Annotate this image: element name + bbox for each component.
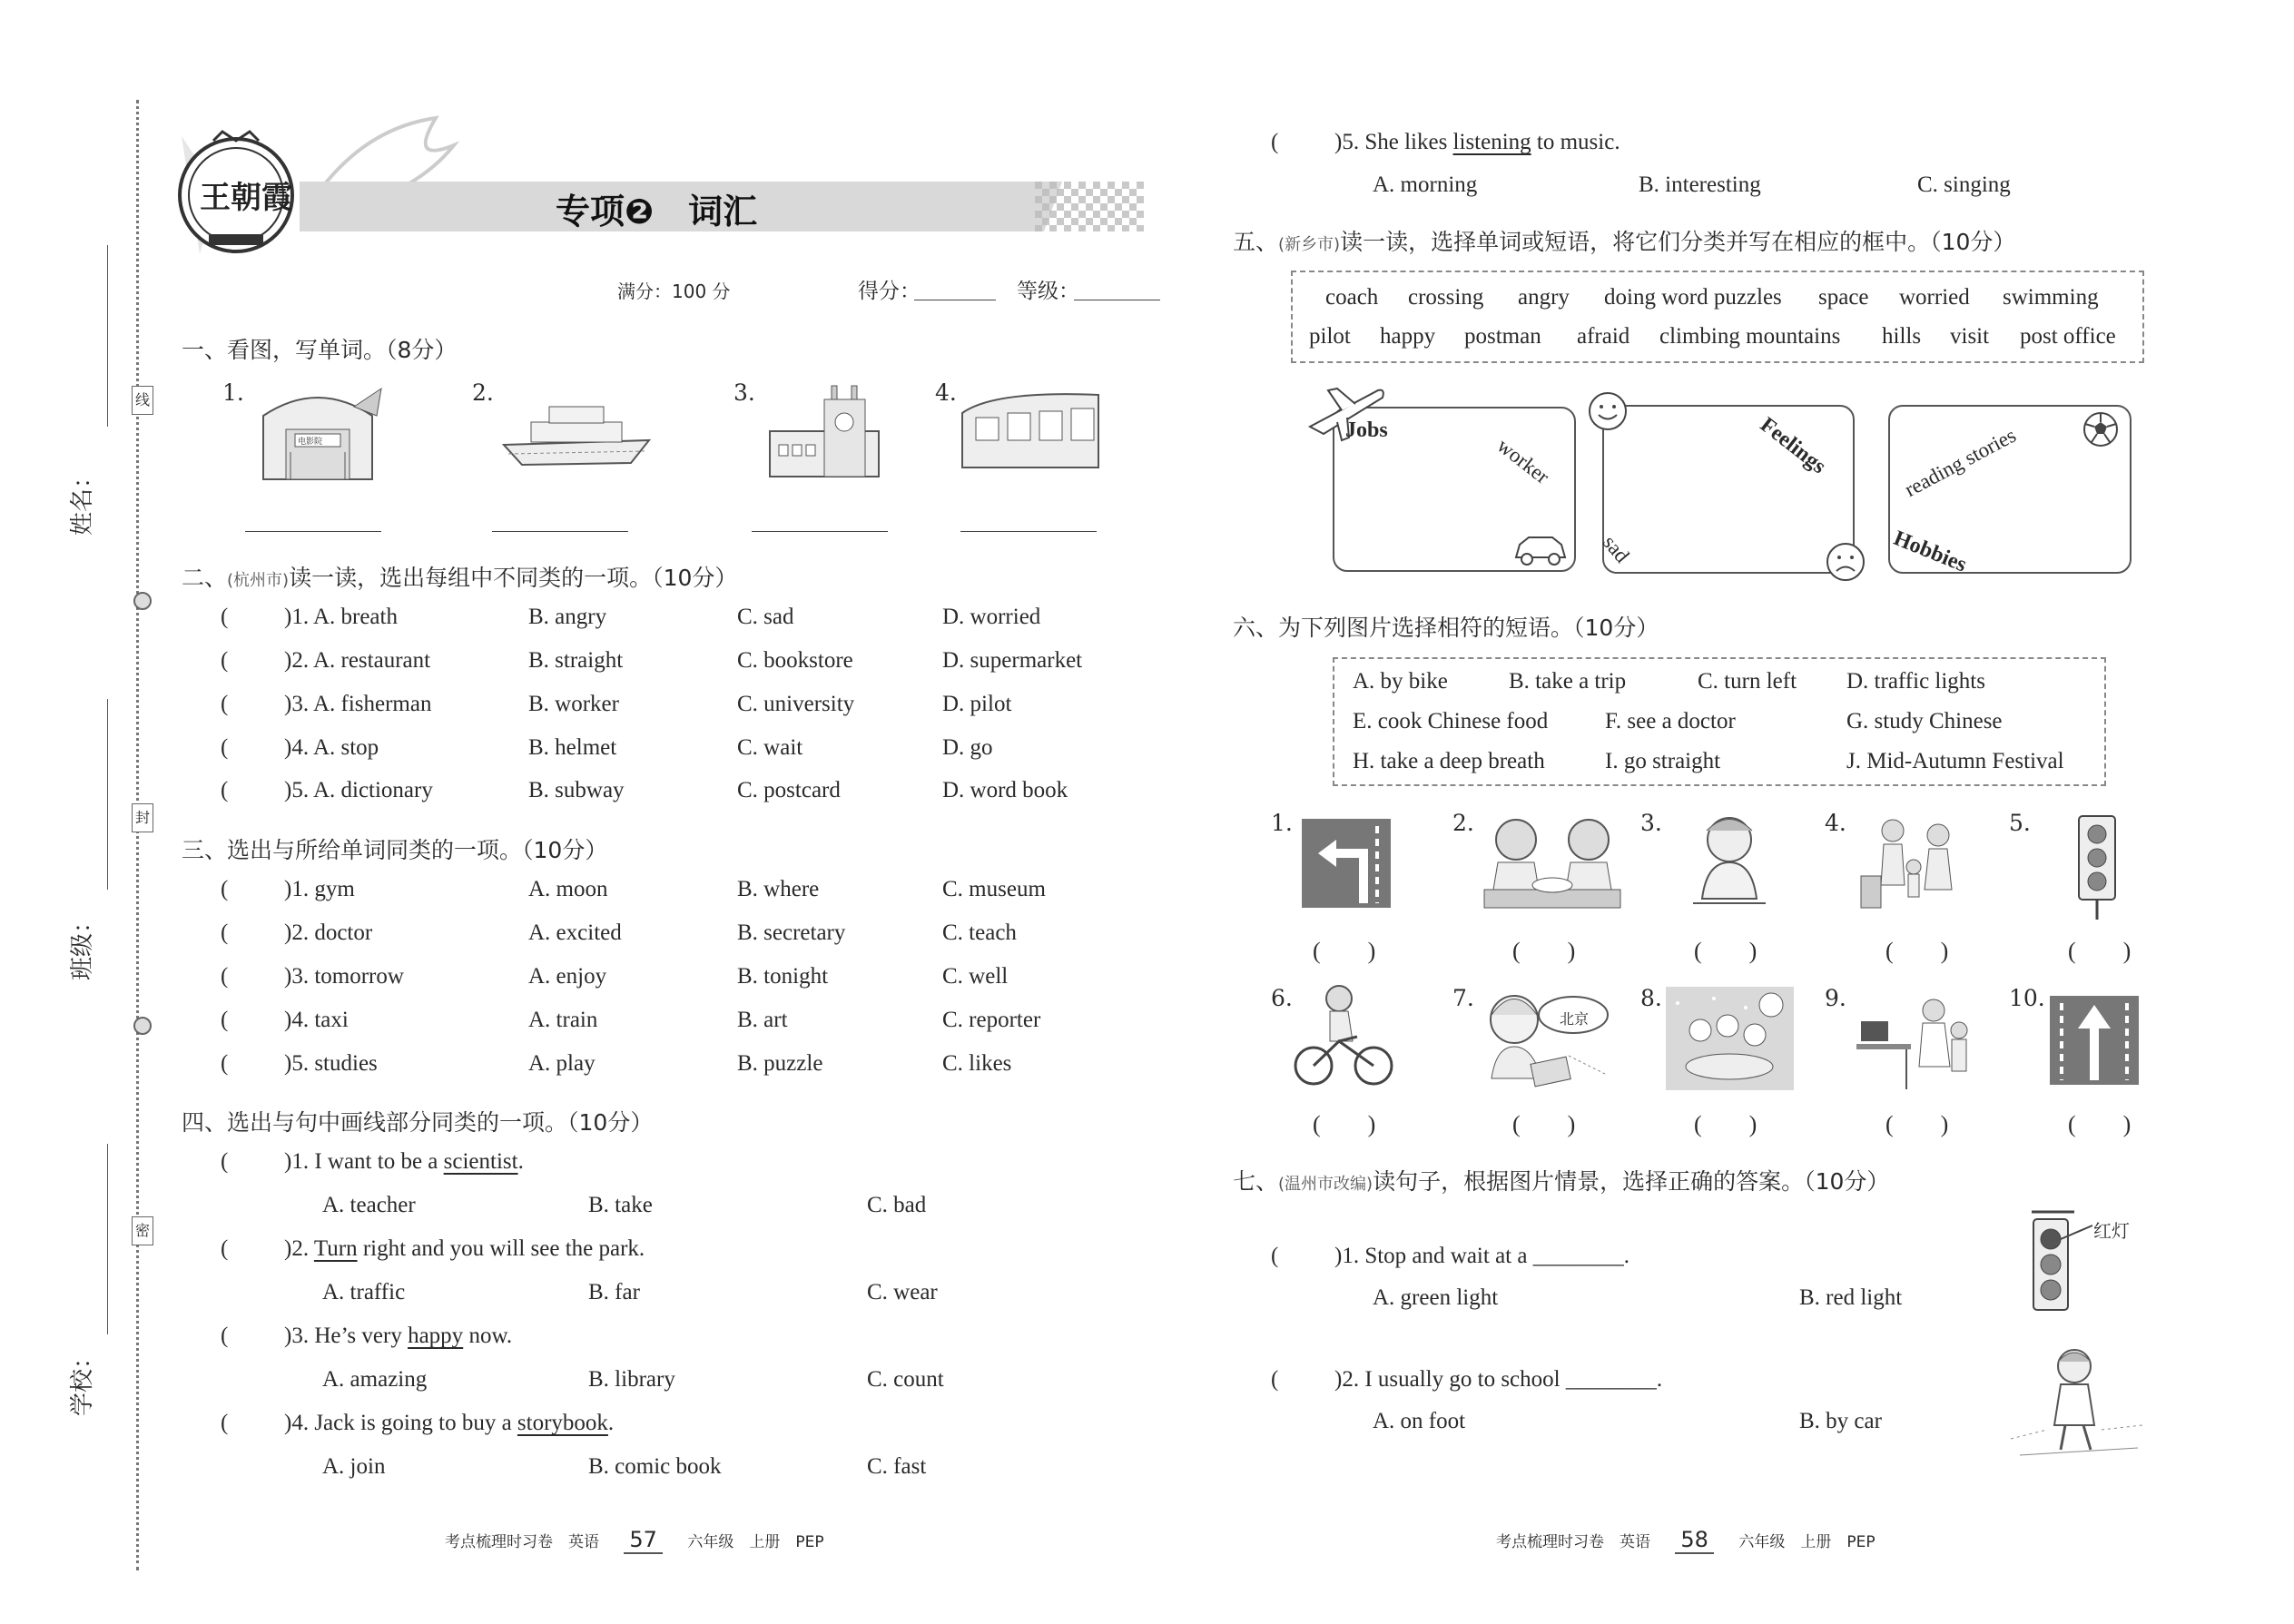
- cinema-sign: 电影院: [298, 438, 323, 447]
- s6-opt-g: G. study Chinese: [1846, 709, 2003, 733]
- cinema-picture: [245, 379, 390, 484]
- s6-opt-j: J. Mid-Autumn Festival: [1846, 749, 2064, 773]
- s6-answer-3[interactable]: ( ): [1694, 938, 1757, 964]
- s5-w-visit: visit: [1950, 324, 1990, 349]
- s6-opt-h: H. take a deep breath: [1353, 749, 1545, 773]
- s7-q1-a: A. green light: [1373, 1285, 1499, 1310]
- s6-num-3: 3.: [1640, 810, 1662, 836]
- deep-breath-picture: [1679, 812, 1779, 912]
- class-label: 班级：: [69, 909, 96, 980]
- s3-q2-b: B. secretary: [737, 920, 846, 945]
- jobs-example: worker: [1492, 434, 1554, 488]
- page-number-58: 58: [1675, 1527, 1714, 1554]
- s6-opt-b: B. take a trip: [1509, 669, 1627, 694]
- s6-answer-10[interactable]: ( ): [2068, 1111, 2132, 1137]
- factory-picture: [761, 381, 888, 481]
- study-chinese-picture: [1478, 988, 1614, 1088]
- cut-mark-3: 密: [132, 1216, 153, 1245]
- s2-q3-a: )3. A. fisherman: [284, 692, 432, 716]
- binding-line-3: [107, 1144, 108, 1334]
- s5-w-happy: happy: [1380, 324, 1436, 349]
- s4-q2: [221, 1236, 645, 1262]
- section5-number: 五、: [1233, 229, 1279, 255]
- s4-q4-c: C. fast: [867, 1454, 927, 1479]
- trip-picture: [1852, 812, 1970, 917]
- s2-row-1: [221, 605, 398, 630]
- full-marks: 满分：100 分: [617, 281, 731, 302]
- s5-w-worried: worried: [1899, 285, 1970, 310]
- s7-q2-a: A. on foot: [1373, 1409, 1466, 1433]
- s3-q5-word: )5. studies: [284, 1051, 378, 1076]
- s6-num-6: 6.: [1271, 985, 1293, 1011]
- s3-q4-c: C. reporter: [942, 1008, 1041, 1032]
- cut-mark-2: 封: [132, 803, 153, 832]
- s2-q4-c: C. wait: [737, 735, 803, 760]
- footer-left-text: 考点梳理时习卷 英语: [445, 1533, 599, 1551]
- s7-q1: [1271, 1244, 1629, 1269]
- s4-q3-pre: )3. He’s very: [284, 1324, 409, 1348]
- binding-line-1: [107, 245, 108, 427]
- s6-opt-a: A. by bike: [1353, 669, 1448, 694]
- s4-q3-c: C. count: [867, 1367, 944, 1392]
- section7-number: 七、: [1233, 1168, 1279, 1195]
- s3-q4-b: B. art: [737, 1008, 788, 1032]
- red-light-label: 红灯: [2093, 1220, 2130, 1242]
- s4-q5-a: A. morning: [1373, 172, 1478, 197]
- s3-q1-c: C. museum: [942, 877, 1046, 901]
- s3-q5-b: B. puzzle: [737, 1051, 823, 1076]
- s4-q2-pre: )2.: [284, 1236, 314, 1261]
- answer-bracket[interactable]: (: [221, 1149, 229, 1174]
- s4-q2-post: right and you will see the park.: [357, 1236, 645, 1261]
- s3-row-1: [221, 877, 355, 902]
- s6-answer-4[interactable]: ( ): [1885, 938, 1949, 964]
- s5-w-afraid: afraid: [1577, 324, 1630, 349]
- s1-answer-3[interactable]: [752, 531, 888, 532]
- s2-q5-a: )5. A. dictionary: [284, 778, 433, 802]
- answer-bracket[interactable]: (: [221, 964, 229, 989]
- hobbies-label: Hobbies: [1890, 527, 1970, 577]
- s2-q1-a: )1. A. breath: [284, 605, 398, 629]
- answer-bracket[interactable]: (: [221, 1051, 229, 1076]
- s2-q2-b: B. straight: [528, 648, 624, 673]
- s2-q3-c: C. university: [737, 692, 855, 716]
- s4-q5-b: B. interesting: [1639, 172, 1761, 197]
- answer-bracket[interactable]: (: [221, 920, 229, 945]
- s3-q1-word: )1. gym: [284, 877, 355, 901]
- s3-q3-word: )3. tomorrow: [284, 964, 404, 989]
- s4-q1-post: .: [517, 1149, 524, 1174]
- s2-row-2: [221, 648, 430, 674]
- car-icon: [1512, 530, 1569, 566]
- footer-left-suffix: 六年级 上册 PEP: [687, 1533, 824, 1551]
- feelings-label: Feelings: [1755, 413, 1831, 479]
- s3-q3-c: C. well: [942, 964, 1009, 989]
- s4-q1-b: B. take: [588, 1193, 653, 1217]
- answer-bracket[interactable]: (: [221, 1008, 229, 1032]
- mid-autumn-picture: [1664, 985, 1796, 1092]
- s6-answer-2[interactable]: ( ): [1512, 938, 1576, 964]
- s3-q2-c: C. teach: [942, 920, 1017, 945]
- s7-q1-text: )1. Stop and wait at a ________.: [1334, 1244, 1629, 1268]
- score-label: 得分：: [858, 280, 921, 303]
- s4-q1-pre: )1. I want to be a: [284, 1149, 444, 1174]
- answer-bracket[interactable]: (: [221, 1411, 229, 1435]
- s4-q1-c: C. bad: [867, 1193, 927, 1217]
- s7-q1-b: B. red light: [1799, 1285, 1903, 1310]
- answer-bracket[interactable]: (: [1271, 130, 1279, 154]
- s2-q2-a: )2. A. restaurant: [284, 648, 431, 673]
- feelings-box[interactable]: [1602, 405, 1855, 574]
- section1-title: 一、看图，写单词。（8分）: [182, 337, 458, 363]
- s2-q5-c: C. postcard: [737, 778, 841, 802]
- hobbies-example: reading stories: [1901, 423, 2020, 502]
- section6-title: 六、为下列图片选择相符的短语。（10分）: [1233, 615, 1659, 641]
- s5-w-postman: postman: [1464, 324, 1541, 349]
- s5-w-climbing-mountains: climbing mountains: [1659, 324, 1841, 349]
- s3-q5-c: C. likes: [942, 1051, 1012, 1076]
- answer-bracket[interactable]: (: [1271, 1244, 1279, 1268]
- s6-opt-e: E. cook Chinese food: [1353, 709, 1549, 733]
- page-number-57: 57: [624, 1527, 663, 1554]
- s4-q4-a: A. join: [322, 1454, 386, 1479]
- s3-q2-a: A. excited: [528, 920, 622, 945]
- section2-number: 二、: [182, 565, 228, 591]
- s6-num-1: 1.: [1271, 810, 1293, 836]
- page-title: 专项❷ 词汇: [556, 192, 758, 231]
- binding-line-2: [107, 699, 108, 890]
- logo-text: 王朝霞: [200, 180, 292, 216]
- s6-answer-5[interactable]: ( ): [2068, 938, 2132, 964]
- s2-row-3: [221, 692, 431, 717]
- answer-bracket[interactable]: (: [221, 1236, 229, 1261]
- feelings-example: sad: [1598, 531, 1634, 567]
- footer-right-text: 考点梳理时习卷 英语: [1496, 1533, 1650, 1551]
- s6-num-4: 4.: [1825, 810, 1846, 836]
- jobs-label: Jobs: [1345, 418, 1388, 442]
- section7-title: [1233, 1164, 1889, 1196]
- s5-w-space: space: [1818, 285, 1869, 310]
- s6-num-2: 2.: [1452, 810, 1474, 836]
- answer-bracket[interactable]: (: [221, 692, 229, 716]
- s2-q4-a: )4. A. stop: [284, 735, 379, 760]
- s4-q5-underlined: listening: [1452, 130, 1531, 154]
- s1-num-2: 2.: [472, 379, 494, 406]
- s3-row-2: [221, 920, 372, 946]
- s4-q2-b: B. far: [588, 1280, 640, 1304]
- grade-label: 等级：: [1017, 280, 1079, 303]
- s6-answer-6[interactable]: ( ): [1313, 1111, 1376, 1137]
- s5-w-swimming: swimming: [2003, 285, 2099, 310]
- s6-answer-1[interactable]: ( ): [1313, 938, 1376, 964]
- section5-source: (新乡市): [1278, 235, 1341, 254]
- s3-q2-word: )2. doctor: [284, 920, 373, 945]
- s3-row-4: [221, 1008, 349, 1033]
- s4-q5-post: to music.: [1531, 130, 1620, 154]
- answer-bracket[interactable]: (: [221, 877, 229, 901]
- section2-title: [182, 560, 737, 593]
- s4-q4-post: .: [607, 1411, 615, 1435]
- school-label: 学校：: [69, 1344, 96, 1416]
- s6-answer-8[interactable]: ( ): [1694, 1111, 1757, 1137]
- s3-q4-a: A. train: [528, 1008, 598, 1032]
- s2-q1-b: B. angry: [528, 605, 607, 629]
- s4-q4-b: B. comic book: [588, 1454, 722, 1479]
- s1-answer-2[interactable]: [492, 531, 628, 532]
- name-label: 姓名：: [69, 464, 96, 536]
- s3-q3-b: B. tonight: [737, 964, 829, 989]
- circle-mark-1: [133, 592, 152, 610]
- s6-num-5: 5.: [2009, 810, 2031, 836]
- binding-strip: [136, 100, 148, 1570]
- section7-source: (温州市改编): [1278, 1175, 1373, 1194]
- s6-num-10: 10.: [2009, 985, 2045, 1011]
- section2-source: (杭州市): [227, 571, 290, 590]
- section2-text: 读一读，选出每组中不同类的一项。（10分）: [289, 565, 738, 591]
- s1-answer-1[interactable]: [245, 531, 381, 532]
- s3-row-5: [221, 1051, 378, 1077]
- s2-q4-b: B. helmet: [528, 735, 617, 760]
- football-icon: [2082, 410, 2120, 448]
- s6-opt-i: I. go straight: [1605, 749, 1721, 773]
- s6-opt-c: C. turn left: [1698, 669, 1797, 694]
- s7-q2: [1271, 1367, 1662, 1393]
- s6-num-9: 9.: [1825, 985, 1846, 1011]
- sad-face-icon: [1825, 541, 1866, 583]
- s6-num-7: 7.: [1452, 985, 1474, 1011]
- s2-q1-d: D. worried: [942, 605, 1041, 629]
- s4-q3-a: A. amazing: [322, 1367, 428, 1392]
- s1-num-3: 3.: [733, 379, 755, 406]
- s2-row-5: [221, 778, 433, 803]
- s3-q5-a: A. play: [528, 1051, 596, 1076]
- s1-num-4: 4.: [935, 379, 957, 406]
- footer-right-suffix: 六年级 上册 PEP: [1738, 1533, 1876, 1551]
- s4-q2-c: C. wear: [867, 1280, 938, 1304]
- s7-q2-text: )2. I usually go to school ________.: [1334, 1367, 1663, 1392]
- s3-row-3: [221, 964, 404, 989]
- s3-q3-a: A. enjoy: [528, 964, 607, 989]
- s4-q1-underlined: scientist: [443, 1149, 518, 1174]
- speech-bubble-text: 北京: [1560, 1010, 1590, 1028]
- section5-text: 读一读，选择单词或短语，将它们分类并写在相应的框中。（10分）: [1340, 229, 2016, 255]
- answer-bracket[interactable]: (: [221, 1324, 229, 1348]
- section3-title: 三、选出与所给单词同类的一项。（10分）: [182, 837, 608, 863]
- cut-mark-1: 线: [132, 386, 153, 415]
- footer-left: [445, 1527, 824, 1554]
- s3-q1-a: A. moon: [528, 877, 608, 901]
- section5-title: [1233, 224, 2015, 257]
- s2-q2-d: D. supermarket: [942, 648, 1083, 673]
- s5-w-crossing: crossing: [1408, 285, 1484, 310]
- s6-opt-f: F. see a doctor: [1605, 709, 1736, 733]
- s5-w-hills: hills: [1882, 324, 1922, 349]
- s1-num-1: 1.: [222, 379, 244, 406]
- s5-w-angry: angry: [1518, 285, 1570, 310]
- s4-q5-c: C. singing: [1917, 172, 2011, 197]
- s6-opt-d: D. traffic lights: [1846, 669, 1985, 694]
- answer-bracket[interactable]: (: [221, 778, 229, 802]
- section4-title: 四、选出与句中画线部分同类的一项。（10分）: [182, 1109, 654, 1136]
- s4-q3-b: B. library: [588, 1367, 675, 1392]
- go-straight-sign: [2048, 994, 2141, 1087]
- s2-q2-c: C. bookstore: [737, 648, 853, 673]
- s3-q4-word: )4. taxi: [284, 1008, 349, 1032]
- s4-q3: [221, 1324, 512, 1349]
- bike-picture: [1294, 982, 1393, 1089]
- s4-q2-a: A. traffic: [322, 1280, 406, 1304]
- see-doctor-picture: [1852, 994, 1970, 1092]
- s6-answer-7[interactable]: ( ): [1512, 1111, 1576, 1137]
- s4-q3-underlined: happy: [408, 1324, 464, 1348]
- s2-q4-d: D. go: [942, 735, 993, 760]
- s3-q1-b: B. where: [737, 877, 820, 901]
- s2-q5-d: D. word book: [942, 778, 1068, 802]
- s4-q4-underlined: storybook: [517, 1411, 608, 1435]
- s6-num-8: 8.: [1640, 985, 1662, 1011]
- s2-row-4: [221, 735, 379, 761]
- s4-q3-post: now.: [463, 1324, 513, 1348]
- s2-q5-b: B. subway: [528, 778, 625, 802]
- smile-face-icon: [1587, 390, 1629, 432]
- s5-w-coach: coach: [1325, 285, 1379, 310]
- footer-right: [1496, 1527, 1876, 1554]
- s4-q4-pre: )4. Jack is going to buy a: [284, 1411, 517, 1435]
- s4-q1: [221, 1149, 524, 1175]
- s5-w-post-office: post office: [2020, 324, 2116, 349]
- s2-q1-c: C. sad: [737, 605, 794, 629]
- s1-answer-4[interactable]: [960, 531, 1097, 532]
- s4-q1-a: A. teacher: [322, 1193, 416, 1217]
- traffic-lights-picture: [2075, 812, 2119, 921]
- ship-picture: [499, 390, 654, 472]
- s4-q4: [221, 1411, 614, 1436]
- s4-q5-pre: )5. She likes: [1334, 130, 1453, 154]
- answer-bracket[interactable]: (: [221, 735, 229, 760]
- answer-bracket[interactable]: (: [221, 605, 229, 629]
- circle-mark-2: [133, 1017, 152, 1035]
- walking-girl-picture: [2011, 1339, 2142, 1462]
- answer-bracket[interactable]: (: [221, 648, 229, 673]
- turn-left-sign: [1300, 817, 1393, 910]
- s7-q2-b: B. by car: [1799, 1409, 1882, 1433]
- s5-w-doing-word-puzzles: doing word puzzles: [1604, 285, 1782, 310]
- s4-q5: [1271, 130, 1620, 155]
- s2-q3-d: D. pilot: [942, 692, 1012, 716]
- s6-answer-9[interactable]: ( ): [1885, 1111, 1949, 1137]
- train-picture: [958, 386, 1103, 477]
- s5-w-pilot: pilot: [1309, 324, 1351, 349]
- answer-bracket[interactable]: (: [1271, 1367, 1279, 1392]
- section7-text: 读句子，根据图片情景，选择正确的答案。（10分）: [1373, 1168, 1890, 1195]
- s4-q2-underlined: Turn: [313, 1236, 358, 1261]
- cooking-picture: [1475, 812, 1629, 912]
- s2-q3-b: B. worker: [528, 692, 619, 716]
